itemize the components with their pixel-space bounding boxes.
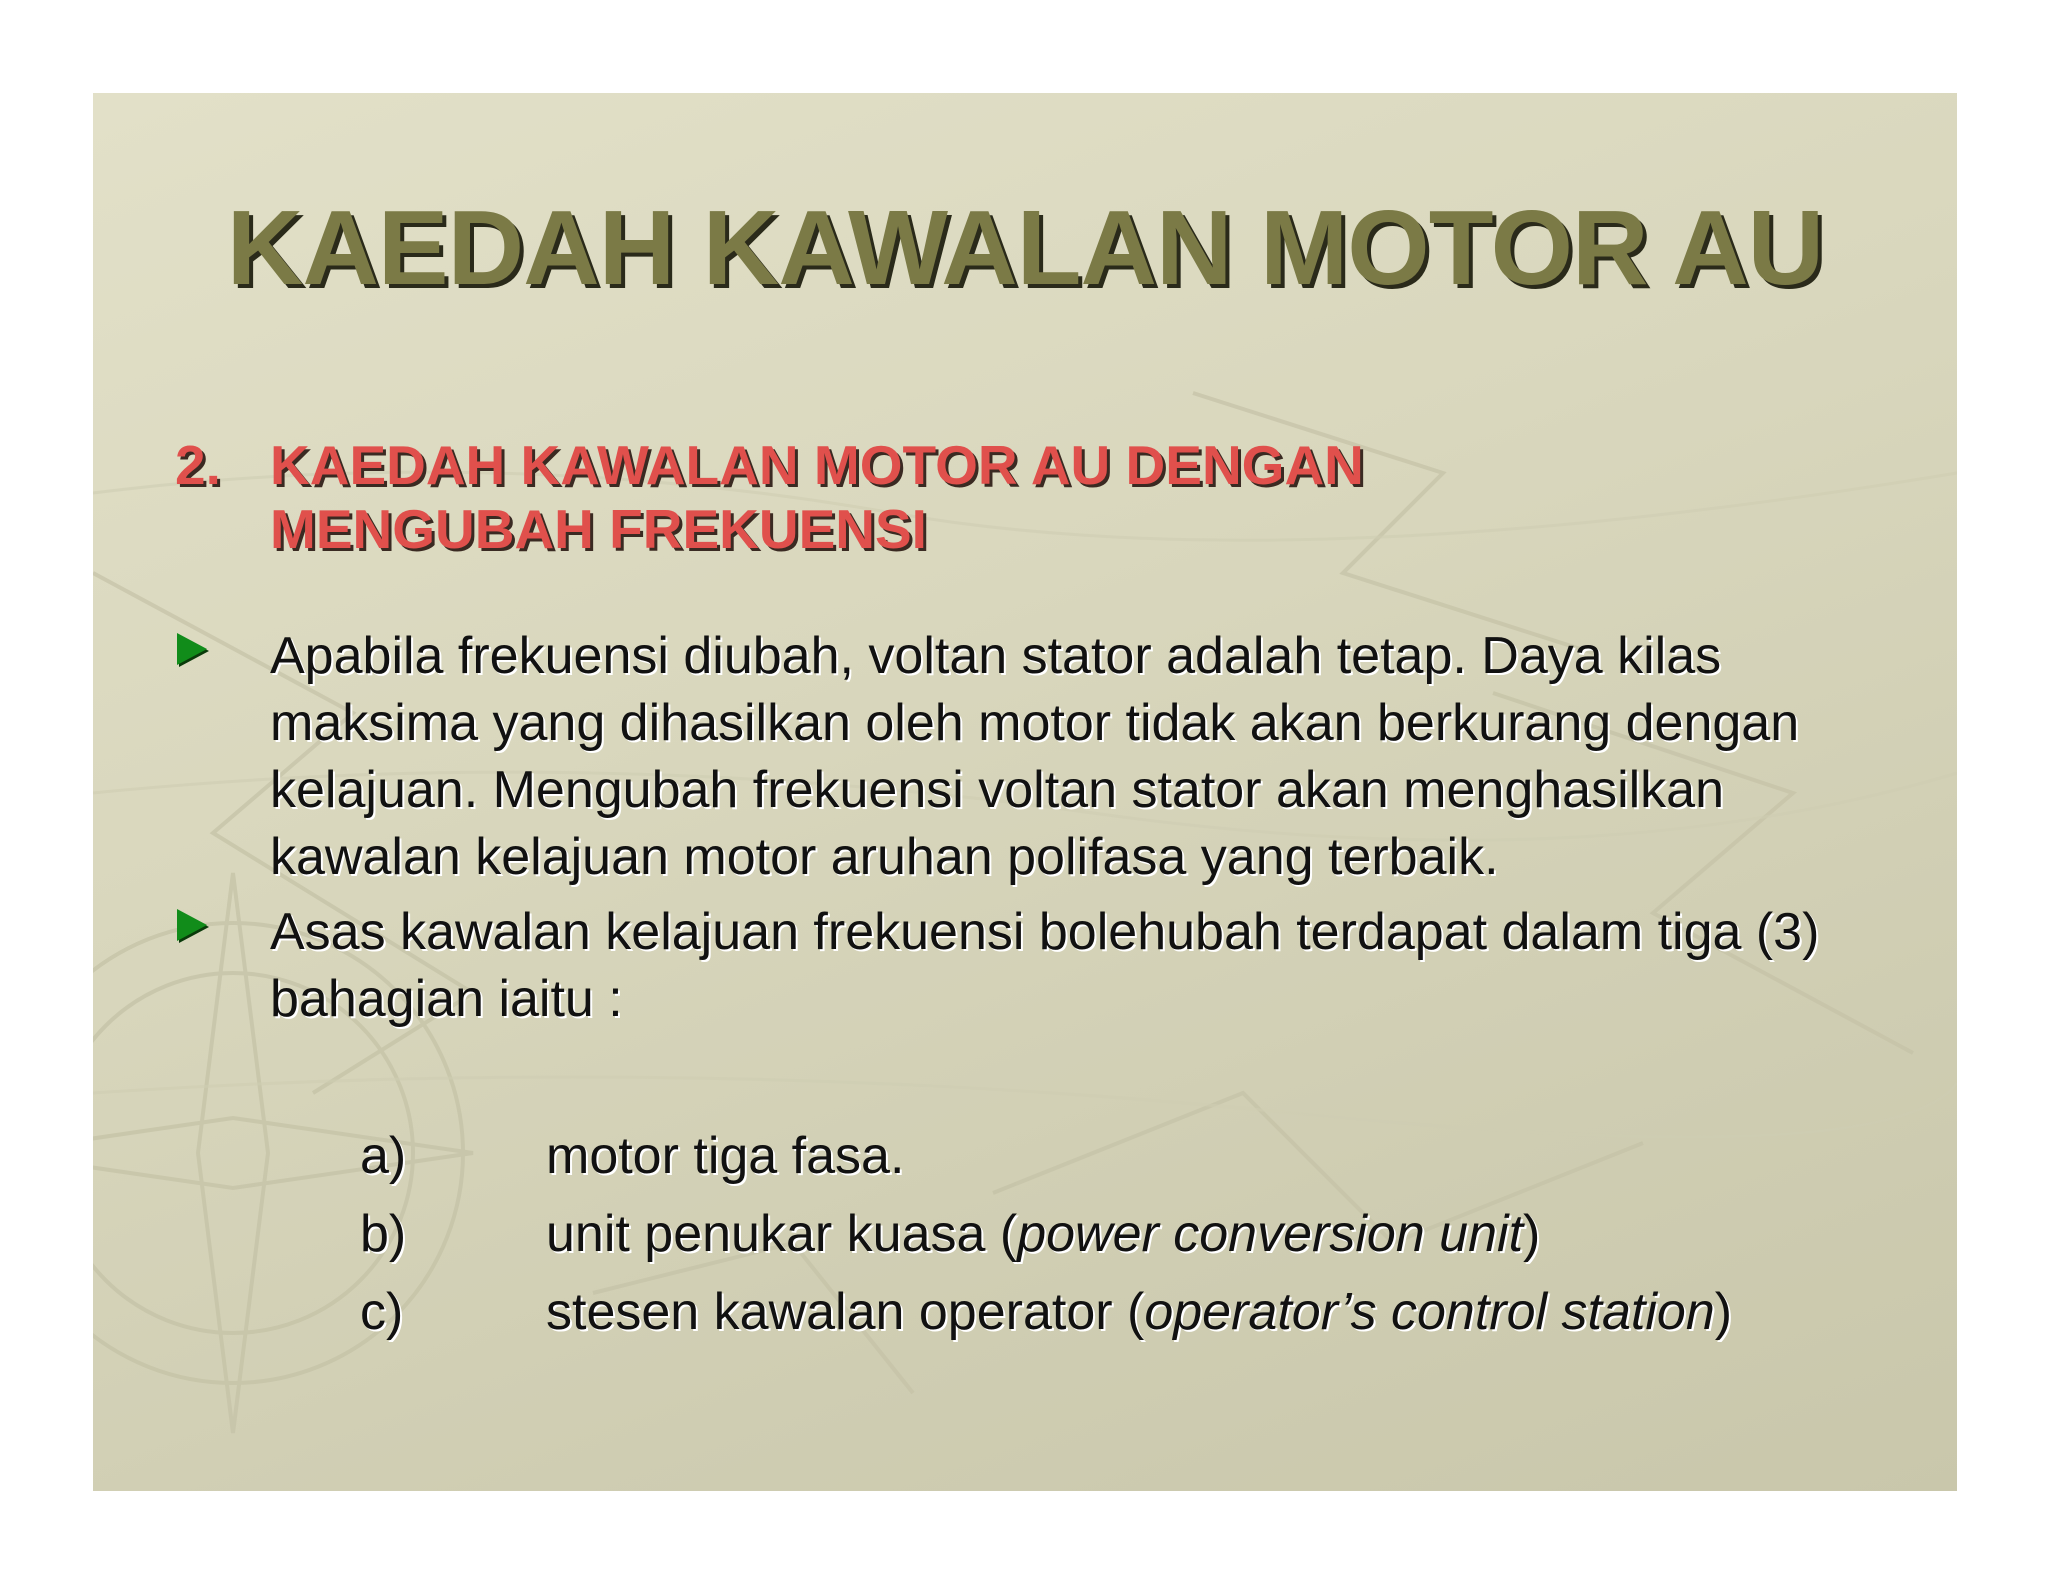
triangle-bullet-icon: [177, 909, 207, 941]
bullet-item: [175, 899, 1875, 1033]
slide: [93, 93, 1957, 1491]
sub-item-label: c): [360, 1283, 404, 1341]
section-heading-text: [270, 433, 1770, 561]
sub-item-close: ): [1523, 1205, 1541, 1263]
sub-item-text: [546, 1279, 1776, 1346]
section-number: 2.: [175, 434, 221, 496]
sub-item-italic: power conversion unit: [1017, 1205, 1524, 1263]
triangle-bullet-icon: [177, 633, 207, 665]
sub-item-plain: motor tiga fasa.: [546, 1127, 905, 1185]
bullet-text: Asas kawalan kelajuan frekuensi bolehubah terdapat dalam tiga (3) bahagian iaitu :: [270, 903, 1820, 1028]
sub-item-text: [546, 1201, 1896, 1268]
section-heading-line2: MENGUBAH FREKUENSI: [270, 498, 927, 560]
sub-item-label: b): [360, 1205, 407, 1263]
bullet-list: [175, 623, 1875, 1041]
sub-item-plain: unit penukar kuasa (: [546, 1205, 1018, 1263]
slide-title: KAEDAH KAWALAN MOTOR AU: [226, 189, 1824, 307]
sub-item-italic: operator’s control station: [1144, 1283, 1715, 1341]
sub-item-plain: stesen kawalan operator (: [546, 1283, 1145, 1341]
sub-item-label: a): [360, 1127, 407, 1185]
section-heading-line1: KAEDAH KAWALAN MOTOR AU DENGAN: [270, 434, 1364, 496]
sub-item-text: [546, 1123, 1896, 1190]
bullet-text: Apabila frekuensi diubah, voltan stator adalah tetap. Daya kilas maksima yang dihasilkan oleh motor tidak akan berkurang dengan kelajuan. Mengubah frekuensi voltan stator akan menghasilkan kawalan kelajuan motor aruhan polifasa yang terbaik.: [270, 627, 1800, 886]
sub-item-close: ): [1714, 1283, 1733, 1341]
bullet-item: [175, 623, 1875, 891]
